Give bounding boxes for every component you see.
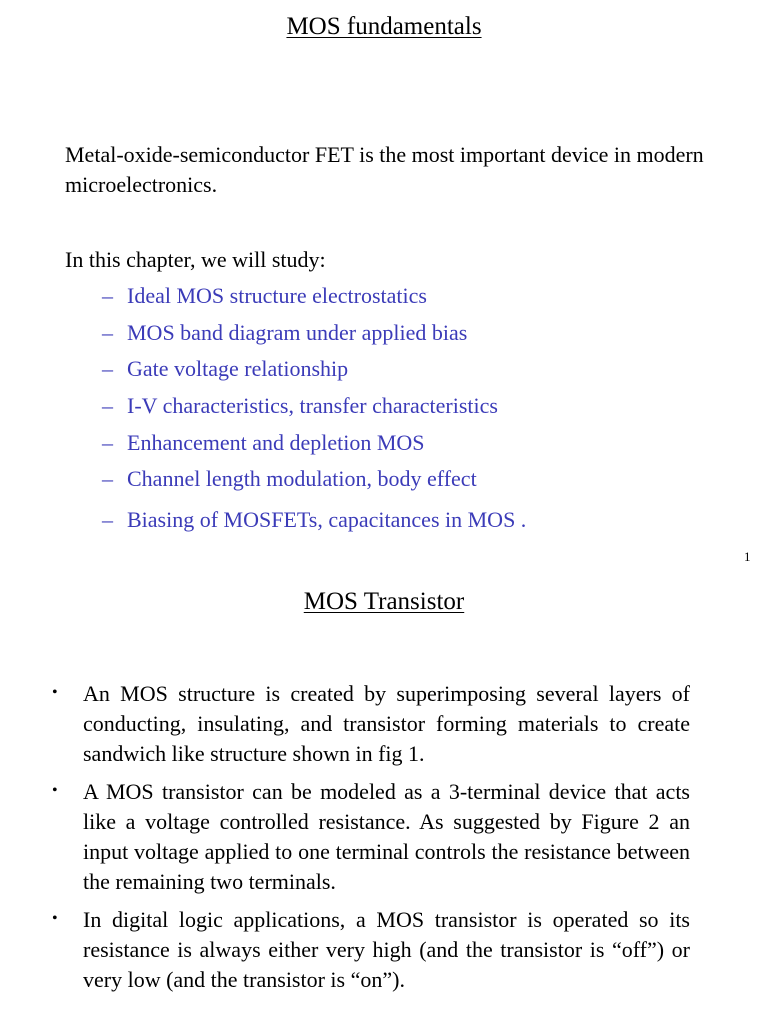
bullet-list [52, 679, 690, 1003]
topic-item [102, 428, 526, 465]
topic-list [102, 281, 526, 542]
intro-paragraph: Metal-oxide-semiconductor FET is the most important device in modern microelectronics. [65, 142, 704, 197]
dash-icon: – [102, 356, 113, 382]
dash-icon: – [102, 507, 113, 533]
topic-label: Gate voltage relationship [127, 356, 349, 382]
slide-1-title: MOS fundamentals [286, 13, 482, 40]
dash-icon: – [102, 283, 113, 308]
topic-label: MOS band diagram under applied bias [127, 319, 468, 345]
topic-item [102, 354, 526, 391]
topic-item [102, 464, 526, 501]
bullet-text: An MOS structure is created by superimposing several layers of conducting, insulating, and transistor forming materials to create sandwich like structure shown in fig 1. [83, 681, 690, 766]
topic-item [102, 281, 526, 318]
topic-label: Biasing of MOSFETs, capacitances in MOS . [127, 507, 527, 533]
bullet-icon: • [52, 684, 58, 701]
dash-icon: – [102, 429, 113, 455]
bullet-item [52, 905, 690, 995]
dash-icon: – [102, 393, 113, 419]
chapter-lead: In this chapter, we will study: [65, 247, 326, 272]
bullet-item [52, 679, 690, 769]
topic-label: Channel length modulation, body effect [127, 466, 477, 492]
bullet-text: In digital logic applications, a MOS transistor is operated so its resistance is always either very high (and the transistor is “off”) or very low (and the transistor is “on”). [83, 907, 690, 992]
bullet-text: A MOS transistor can be modeled as a 3-terminal device that acts like a voltage controlled resistance. As suggested by Figure 2 an input voltage applied to one terminal controls the resistance between the remaining two terminals. [83, 779, 690, 894]
topic-label: Ideal MOS structure electrostatics [127, 283, 427, 308]
dash-icon: – [102, 466, 113, 492]
bullet-icon: • [52, 910, 58, 927]
topic-item [102, 505, 526, 542]
topic-label: Enhancement and depletion MOS [127, 429, 425, 455]
topic-item [102, 391, 526, 428]
page-number: 1 [744, 549, 751, 564]
dash-icon: – [102, 319, 113, 345]
topic-label: I-V characteristics, transfer characteristics [127, 393, 498, 419]
slide-2-title: MOS Transistor [303, 588, 465, 615]
bullet-icon: • [52, 782, 58, 799]
bullet-item [52, 777, 690, 897]
topic-item [102, 318, 526, 355]
